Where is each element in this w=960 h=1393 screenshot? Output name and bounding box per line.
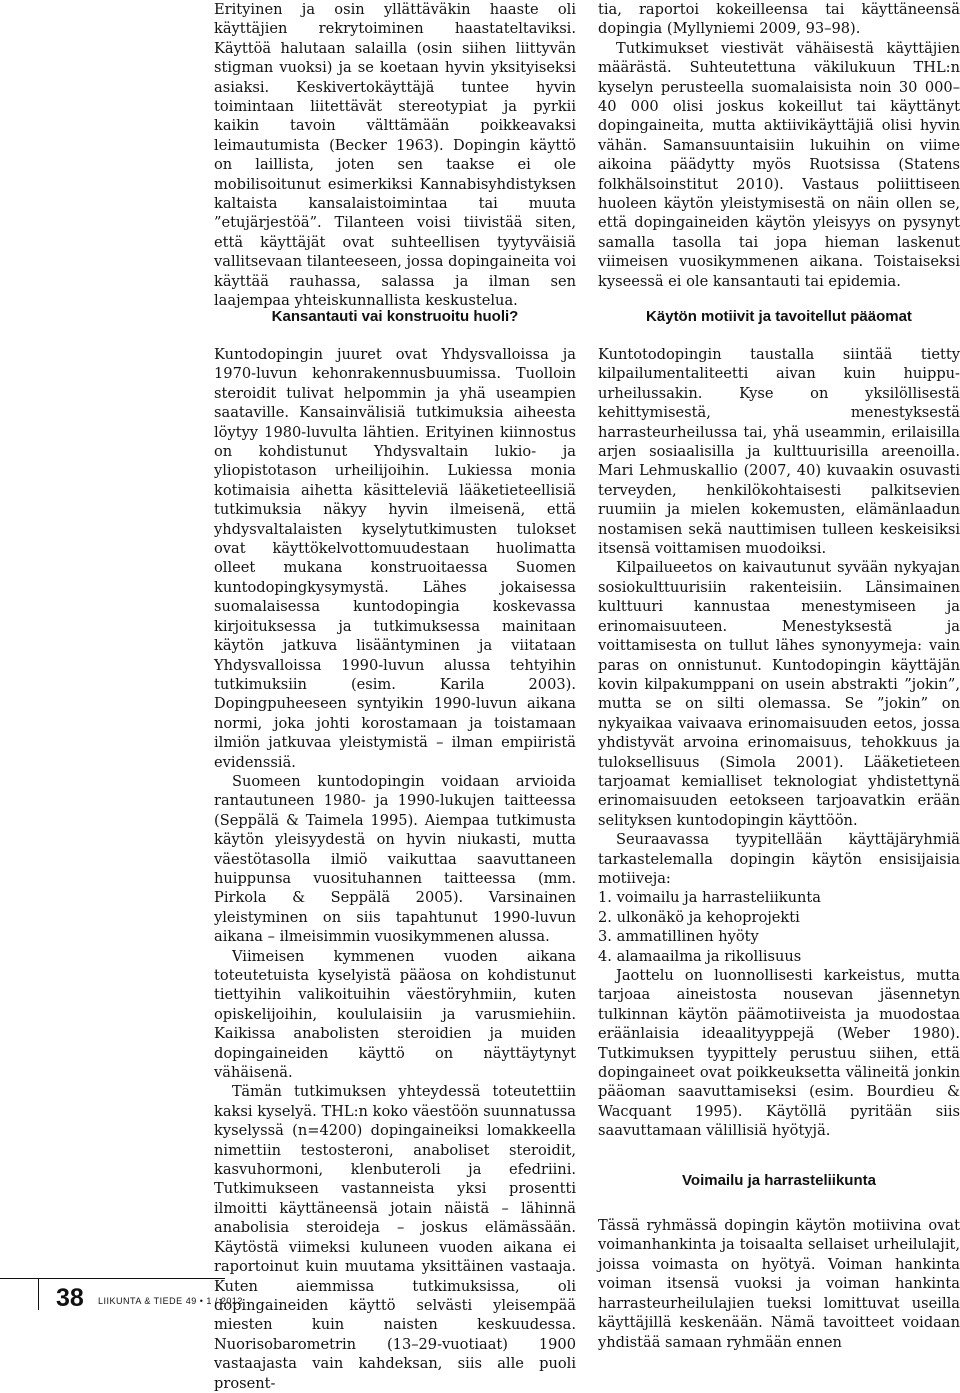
page-number: 38: [56, 1284, 84, 1312]
footer-rule: [0, 1278, 225, 1279]
column-3: [214, 345, 576, 1393]
column-2: [598, 0, 960, 291]
column-1: [214, 0, 576, 311]
paragraph: Tutkimukset viestivät vähäisestä käyttäjien määrästä. Suhteutettuna väkilukuun THL:n kyselyn perusteella suomalaisista noin 30 000–40 000 olisi joskus kokeillut tai käyttänyt dopingaineita, mutta aktiivikäyttäjiä olisi hyvin vähän. Samansuuntaisiin lukuihin on viime aikoina päädytty myös Ruotsissa (Statens folkhälsoinstitut 2010). Vastaus poliittiseen huoleen käytön yleistymisestä on näin ollen se, että dopingaineiden käytön yleisyys on pysynyt samalla tasolla tai jopa hieman laskenut viimeisen vuosikymmenen aikana. Toistaiseksi kyseessä ei ole kansantauti tai epidemia.: [598, 39, 960, 290]
section-heading: Voimailu ja harrasteliikunta: [682, 1171, 876, 1189]
section-heading: Kansantauti vai konstruoitu huoli?: [271, 308, 519, 325]
paragraph: Tämän tutkimuksen yhteydessä toteutettiin kaksi kyselyä. THL:n koko väestöön suunnatussa kyselyssä (n=4200) dopingaineiksi lomakkeella nimettiin testosteroni, anaboliset steroidit, kasvuhormoni, klenbuteroli ja efedriini. Tutkimukseen vastanneista yksi prosentti ilmoitti käyttäneensä jotain näistä – lähinnä anabolisia steroideja – joskus elämässään. Käytöstä viimeksi kuluneen vuoden aikana ei raportoinut kuin muutama yksittäinen vastaaja. Kuten aiemmissa tutkimuksissa, oli dopingaineiden käyttö selvästi yleisempää miesten kuin naisten keskuudessa. Nuorisobarometrin (13–29-vuotiaat) 1900 vastaajasta vain kahdeksan, siis alle puoli prosent-: [214, 1083, 576, 1392]
column-4: [598, 345, 960, 1352]
paragraph: Suomeen kuntodopingin voidaan arvioida rantautuneen 1980- ja 1990-lukujen taitteessa (Seppälä & Taimela 1995). Aiempaa tutkimusta käytön yleisyydestä on hyvin niukasti, mutta väestötasolla ilmiö vaikuttaa saavuttaneen huippunsa vuosituhannen taitteessa (mm. Pirkola & Seppälä 2005). Varsinainen yleistyminen on siis tapahtunut 1990-luvun aikana – ilmeisimmin vuosikymmenen alussa.: [214, 772, 576, 946]
paragraph: Viimeisen kymmenen vuoden aikana toteutetuista kyselyistä pääosa on kohdistunut tiettyihin valikoituihin väestöryhmiin, kuten opiskelijoihin, koululaisiin ja varusmiehiin. Kaikissa anabolisten steroidien ja muiden dopingaineiden käyttö on näyttäytynyt vähäisenä.: [214, 947, 576, 1082]
paragraph: Jaottelu on luonnollisesti karkeistus, mutta tarjoaa aineistosta nousevan jäsennetyn tulkinnan käytön päämotiiveista ja muodostaa eräänlaisia ideaalityyppejä (Weber 1980). Tutkimuksen tyypittely perustuu siihen, että dopingaineet ovat poikkeuksetta välineitä jonkin pääoman saavuttamiseksi (esim. Bourdieu & Wacquant 1995). Käytöllä pyritään siis saavuttamaan välillisiä hyötyjä.: [598, 967, 960, 1140]
list-item: 3. ammatillinen hyöty: [598, 928, 759, 946]
paragraph: tia, raportoi kokeilleensa tai käyttäneensä dopingia (Myllyniemi 2009, 93–98).: [598, 1, 960, 38]
section-heading: Käytön motiivit ja tavoitellut pääomat: [646, 308, 912, 325]
list-item: 4. alamaailma ja rikollisuus: [598, 947, 802, 965]
paragraph: Seuraavassa tyypitellään käyttäjäryhmiä tarkastelemalla dopingin käytön ensisijaisia motiiveja:: [598, 831, 960, 887]
list-item: 1. voimailu ja harrasteliikunta: [598, 889, 821, 907]
paragraph: Kilpailueetos on kaivautunut syvään nykyajan sosiokulttuurisiin rakenteisiin. Länsimainen kulttuuri kannustaa menestymiseen ja erinomaisuuteen. Menestyksestä ja voittamisesta on tullut lähes synonyymeja: vain paras on onnistunut. Kuntodopingin käyttäjän kovin kilpakumppani on usein abstrakti ”jokin”, mutta se on silti olemassa. Se ”jokin” on nykyaikaa vaivaava erinomaisuuden eetos, jossa yhdistyvät arvoina erinomaisuus, tehokkuus ja tuloksellisuus (Simola 2001). Lääketieteen tarjoamat kemialliset teknologiat yhdistettynä erinomaisuuden eetokseen tarjoavatkin erään selityksen kuntodopingin käyttöön.: [598, 559, 960, 829]
paragraph: Tässä ryhmässä dopingin käytön motiivina ovat voimanhankinta ja toisaalta sellaiset urheilulajit, joissa voimasta on hyötyä. Voiman hankinta voiman itsensä vuoksi ja voiman hankinta harrasteurheilulajien tueksi lomittuvat useilla käyttäjillä keskenään. Nämä tavoitteet voidaan yhdistää samaan ryhmään ennen: [598, 1217, 960, 1351]
journal-name: LIIKUNTA & TIEDE 49 • 1 / 2012: [98, 1296, 243, 1306]
paragraph: Erityinen ja osin yllättäväkin haaste oli käyttäjien rekrytoiminen haastateltaviksi. Käyttöä halutaan salailla (osin siihen liittyvän stigman vuoksi) ja se koetaan hyvin yksityiseksi asiaksi. Keskivertokäyttäjä tuntee hyvin toimintaan liitettävät stereotypiat ja pyrkii kaikin tavoin välttämään poikkeavaksi leimautumista (Becker 1963). Dopingin käyttö on laillista, joten sen taakse ei ole mobilisoitunut esimerkiksi Kannabisyhdistyksen kaltaista kansalaistoimintaa tai muuta ”etujärjestöä”. Tilanteen voisi tiivistää siten, että käyttäjät ovat suhteellisen tyytyväisiä vallitsevaan tilanteeseen, jossa dopingaineita voi käyttää rauhassa, salassa ja ilman sen laajempaa yhteiskunnallista keskustelua.: [214, 1, 576, 310]
list-item: 2. ulkonäkö ja kehoprojekti: [598, 908, 800, 926]
footer-divider: [38, 1278, 39, 1310]
paragraph: Kuntotodopingin taustalla siintää tietty kilpailumentaliteetti aivan kuin huippu-urheilussakin. Kyse on yksilöllisestä kehittymisestä, menestyksestä harrasteurheilussa tai, yhä useammin, erilaisilla arjen sosiaalisilla ja kulttuurisilla areenoilla. Mari Lehmuskallio (2007, 40) kuvaakin osuvasti terveyden, henkilökohtaisesti palkitsevien ruumiin ja mielen kokemusten, elämänlaadun nostamisen sekä nauttimisen tulleen keskeisiksi itsensä voittamisen muodoiksi.: [598, 346, 960, 558]
paragraph: Kuntodopingin juuret ovat Yhdysvalloissa ja 1970-luvun kehonrakennusbuumissa. Tuolloin steroidit tulivat helpommin ja yhä useampien saataville. Kansainvälisiä tutkimuksia aiheesta löytyy 1980-luvulta lähtien. Erityinen kiinnostus on kohdistunut Yhdysvaltain lukio- ja yliopistotason urheilijoihin. Lukiessa monia kotimaisia aihetta käsitteleviä lääketieteellisiä tutkimuksia näkyy hyvin ilmeisenä, että yhdysvaltalaisten kyselytutkimusten tulokset ovat käyttökelvottomuudestaan huolimatta olleet mukana konstruoitaessa Suomen kuntodopingkysymystä. Lähes jokaisessa suomalaisessa kuntodopingia koskevassa kirjoituksessa ja tutkimuksessa mainitaan käytön jatkuva lisääntyminen ja viitataan Yhdysvalloissa 1990-luvun alussa tehtyihin tutkimuksiin (esim. Karila 2003). Dopingpuheeseen syntyikin 1990-luvun aikana normi, joka johti korostamaan ja toistamaan ilmiön jatkuvaa yleistymistä – ilman empiiristä evidenssiä.: [214, 346, 576, 771]
